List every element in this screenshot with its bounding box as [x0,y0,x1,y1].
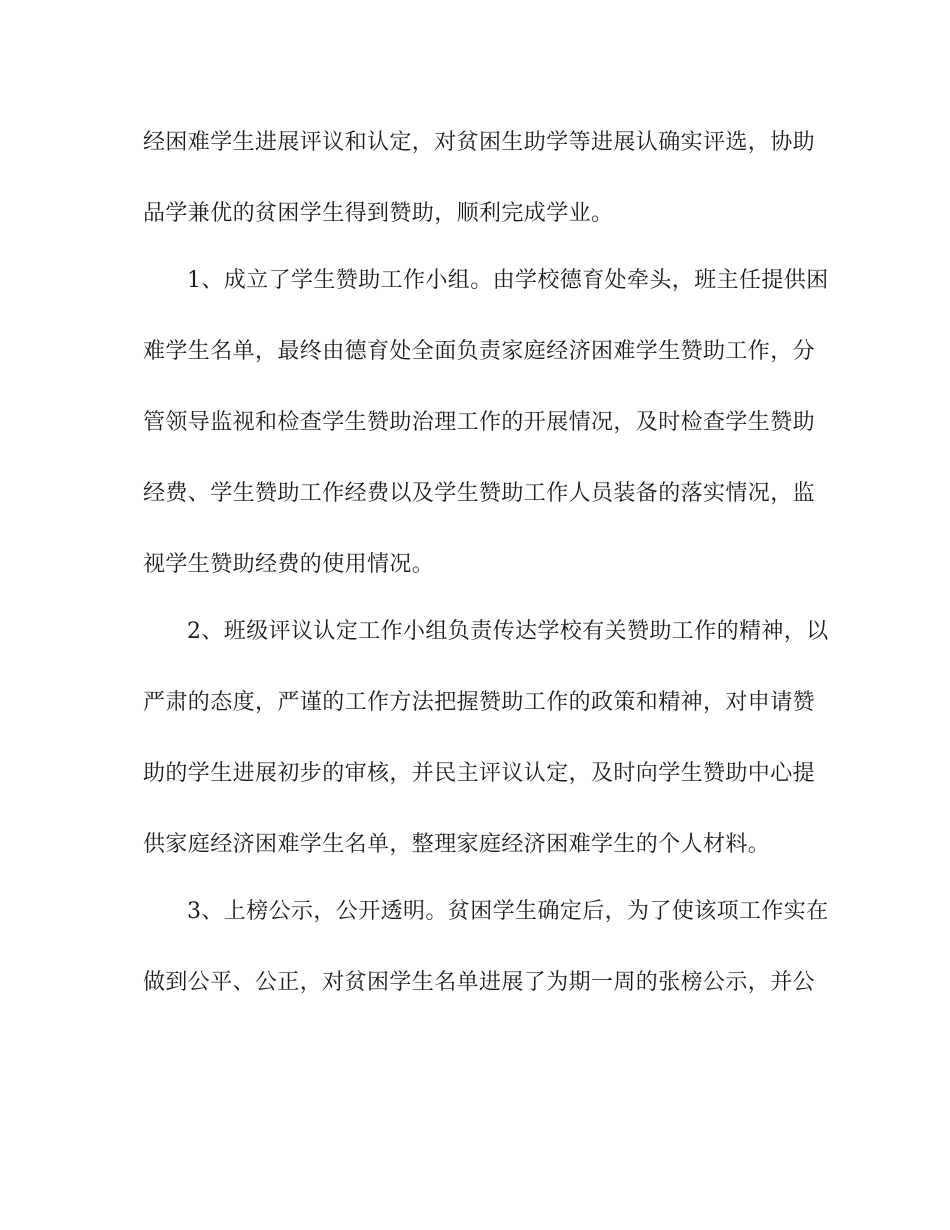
paragraph-line-numbered: 1、成立了学生赞助工作小组。由学校德育处牵头，班主任提供困 [187,268,829,293]
paragraph-line: 难学生名单，最终由德育处全面负责家庭经济困难学生赞助工作，分 [143,339,816,364]
paragraph-line: 管领导监视和检查学生赞助治理工作的开展情况，及时检查学生赞助 [143,410,816,435]
paragraph-line: 助的学生进展初步的审核，并民主评议认定，及时向学生赞助中心提 [143,761,816,786]
paragraph-line-numbered: 2、班级评议认定工作小组负责传达学校有关赞助工作的精神，以 [187,619,829,644]
paragraph-line: 视学生赞助经费的使用情况。 [143,552,435,577]
paragraph-line: 经困难学生进展评议和认定，对贫困生助学等进展认确实评选，协助 [143,130,816,155]
paragraph-line: 品学兼优的贫困学生得到赞助，顺利完成学业。 [143,201,614,226]
paragraph-line: 严肃的态度，严谨的工作方法把握赞助工作的政策和精神，对申请赞 [143,690,816,715]
paragraph-line: 供家庭经济困难学生名单，整理家庭经济困难学生的个人材料。 [143,832,771,857]
paragraph-line: 做到公平、公正，对贫困学生名单进展了为期一周的张榜公示，并公 [143,970,816,995]
paragraph-line-numbered: 3、上榜公示，公开透明。贫困学生确定后，为了使该项工作实在 [187,899,829,924]
paragraph-line: 经费、学生赞助工作经费以及学生赞助工作人员装备的落实情况，监 [143,481,816,506]
